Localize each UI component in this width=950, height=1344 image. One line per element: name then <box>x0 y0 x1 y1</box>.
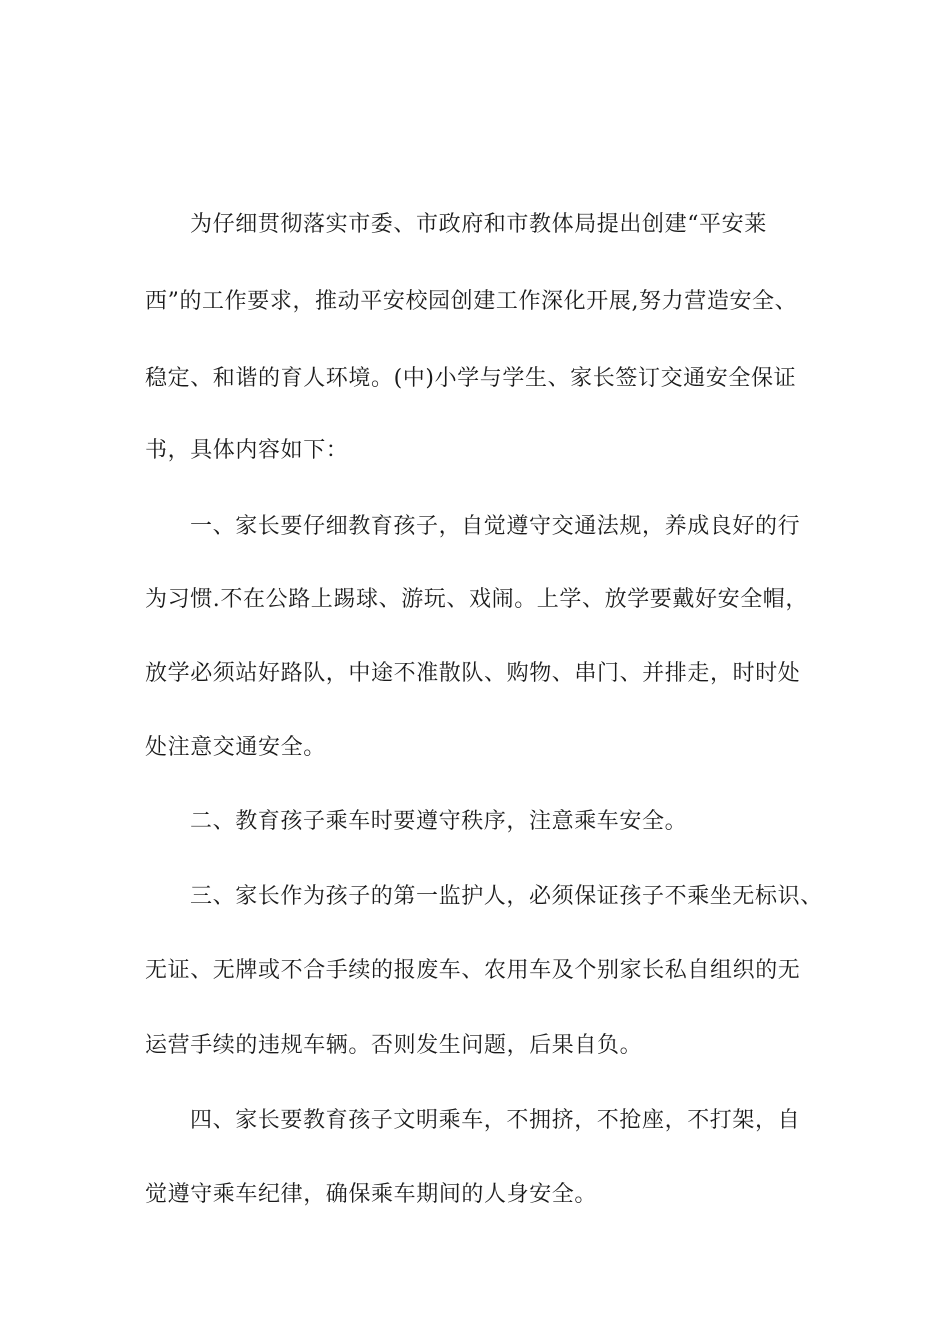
item-4-line-1: 四、家长要教育孩子文明乘车，不拥挤，不抢座，不打架，自 <box>190 1108 801 1133</box>
item-3-line-1: 三、家长作为孩子的第一监护人，必须保证孩子不乘坐无标识、 <box>190 884 823 909</box>
item-1-line-1: 一、家长要仔细教育孩子，自觉遵守交通法规，养成良好的行 <box>190 514 801 539</box>
item-4-line-2: 觉遵守乘车纪律，确保乘车期间的人身安全。 <box>145 1182 598 1207</box>
item-3-line-2: 无证、无牌或不合手续的报废车、农用车及个别家长私自组织的无 <box>145 958 801 983</box>
paragraph-intro-line-3: 稳定、和谐的育人环境。(中)小学与学生、家长签订交通安全保证 <box>145 366 797 391</box>
paragraph-intro-line-4: 书，具体内容如下： <box>145 438 349 463</box>
item-1-line-2: 为习惯.不在公路上踢球、游玩、戏闹。上学、放学要戴好安全帽， <box>145 587 808 612</box>
item-1-line-4: 处注意交通安全。 <box>145 735 326 760</box>
paragraph-intro-line-1: 为仔细贯彻落实市委、市政府和市教体局提出创建“平安莱 <box>190 212 767 237</box>
paragraph-intro-line-2: 西”的工作要求，推动平安校园创建工作深化开展,努力营造安全、 <box>145 289 798 314</box>
item-3-line-3: 运营手续的违规车辆。否则发生问题，后果自负。 <box>145 1033 643 1058</box>
item-2-line-1: 二、教育孩子乘车时要遵守秩序，注意乘车安全。 <box>190 809 688 834</box>
item-1-line-3: 放学必须站好路队，中途不准散队、购物、串门、并排走，时时处 <box>145 661 801 686</box>
